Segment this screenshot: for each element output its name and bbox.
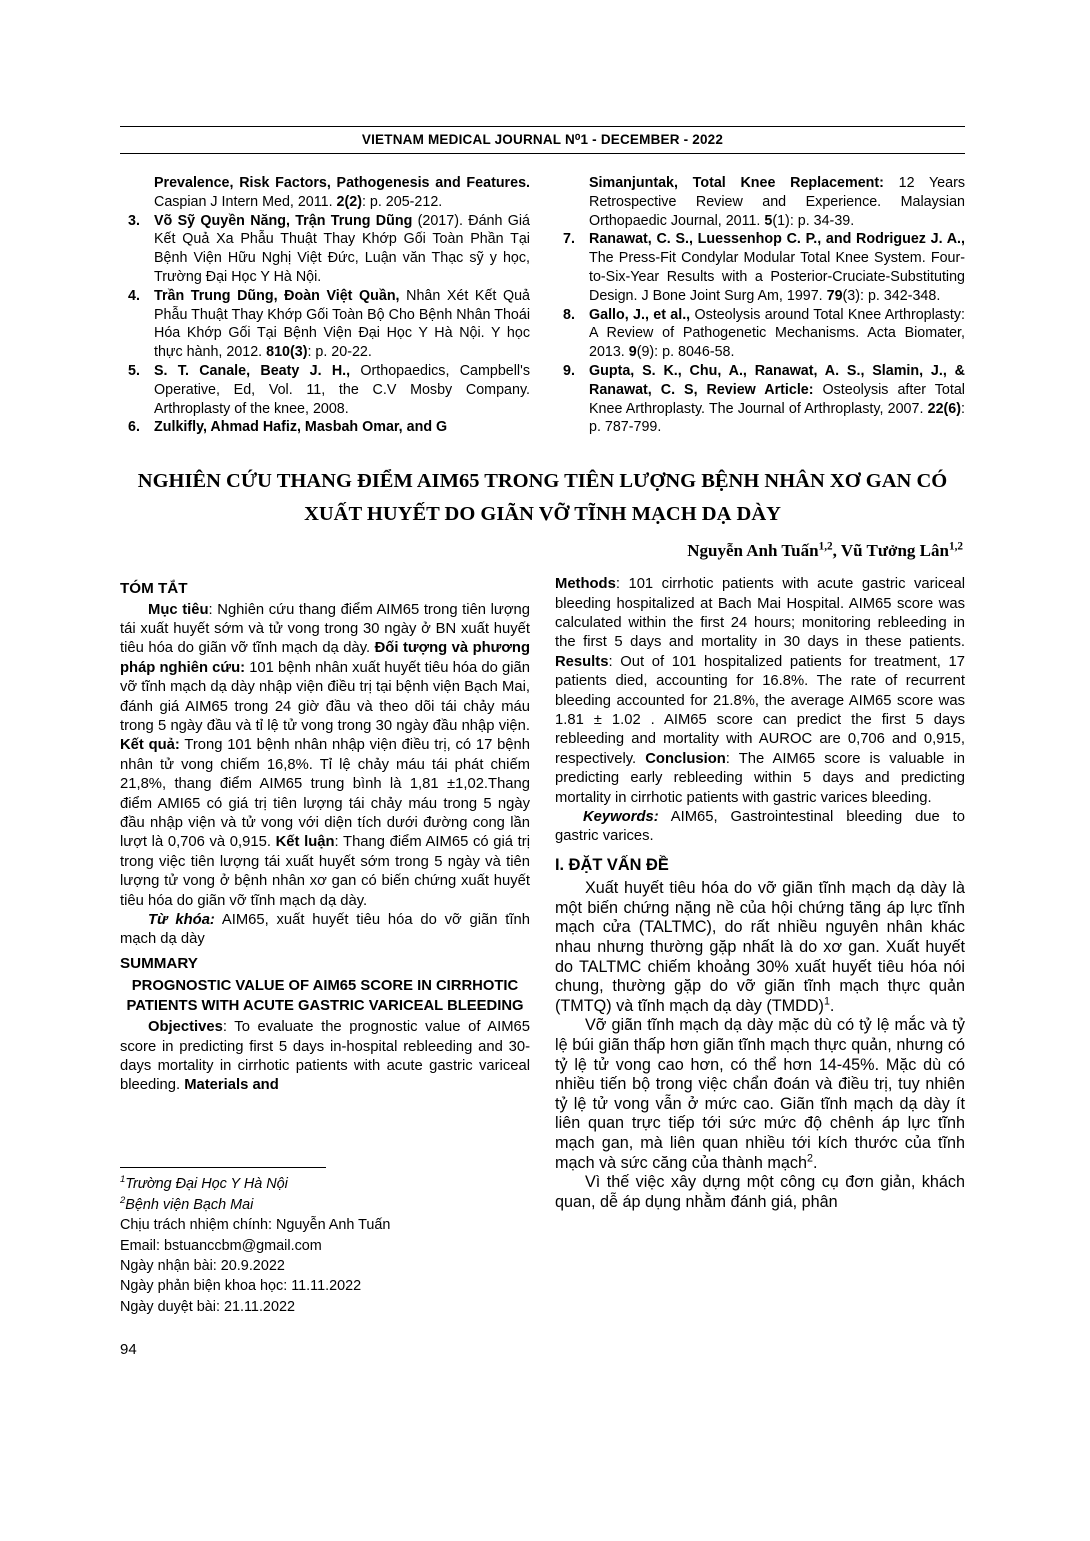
reference-text: Gallo, J., et al., Osteolysis around Total Knee Arthroplasty: A Review of Pathogenetic Mechanisms. Acta Biomater, 2013. 9(9): p. 8046-58. bbox=[589, 306, 965, 361]
reference-number: 6. bbox=[128, 419, 140, 436]
introduction-paragraph-1: Xuất huyết tiêu hóa do vỡ giãn tĩnh mạch dạ dày là một biến chứng nặng nề của hội chứng tăng áp lực tĩnh mạch cửa (TALTMC), do rất nhiều nguyên nhân khác nhau nhưng thường gặp nhất là do xơ gan. Xuất huyết do TALTMC chiếm khoảng 30% xuất huyết tiêu hóa nói chung, thường gặp do vỡ giãn tĩnh mạch thực quản (TMTQ) và tĩnh mạch dạ dày (TMDD)$^1$. bbox=[555, 879, 965, 1015]
page-number: 94 bbox=[120, 1341, 137, 1359]
reference-text: Simanjuntak, Total Knee Replacement: 12 Years Retrospective Review and Experience. Malaysian Orthopaedic Journal, 2011. 5(1): p. 34-39. bbox=[589, 175, 965, 229]
reference-text: Prevalence, Risk Factors, Pathogenesis and Features. Caspian J Intern Med, 2011. 2(2): p. 205-212. bbox=[154, 175, 530, 210]
footnote-affiliation-1: $^1$Trường Đại Học Y Hà Nội bbox=[120, 1174, 288, 1193]
reference-number: 7. bbox=[563, 231, 575, 248]
reference-item bbox=[120, 418, 530, 437]
article-body bbox=[120, 575, 965, 1317]
introduction-paragraph-3: Vì thế việc xây dựng một công cụ đơn giản, khách quan, dễ áp dụng nhằm đánh giá, phân bbox=[555, 1173, 965, 1211]
journal-header-title: VIETNAM MEDICAL JOURNAL N⁰1 - DECEMBER - 2022 bbox=[361, 132, 724, 147]
reference-item bbox=[120, 362, 530, 418]
reference-text: Ranawat, C. S., Luessenhop C. P., and Rodriguez J. A., The Press-Fit Condylar Modular Total Knee System. Four-to-Six-Year Results with a Posterior-Cruciate-Substituting Design. J Bone Joint Surg Am, 1997. 79(3): p. 342-348. bbox=[589, 231, 965, 304]
footnote-block bbox=[120, 1167, 530, 1317]
article-title: NGHIÊN CỨU THANG ĐIỂM AIM65 TRONG TIÊN LƯỢNG BỆNH NHÂN XƠ GAN CÓ XUẤT HUYẾT DO GIÃN VỠ TĨNH MẠCH DẠ DÀY bbox=[137, 470, 948, 526]
summary-title: PROGNOSTIC VALUE OF AIM65 SCORE IN CIRRHOTIC PATIENTS WITH ACUTE GASTRIC VARICEAL BLEEDING bbox=[126, 978, 524, 1014]
journal-header bbox=[120, 126, 965, 154]
references-section bbox=[120, 174, 965, 437]
footnote-received-date: Ngày nhận bài: 20.9.2022 bbox=[120, 1257, 285, 1274]
reference-item bbox=[120, 287, 530, 362]
reference-number: 5. bbox=[128, 362, 140, 379]
right-column bbox=[555, 575, 965, 1317]
reference-item bbox=[555, 174, 965, 230]
article-authors: Nguyễn Anh Tuấn$^{1,2}$, Vũ Tưởng Lân$^{1,2}$ bbox=[687, 540, 963, 561]
reference-item bbox=[120, 174, 530, 212]
reference-number: 4. bbox=[128, 287, 140, 304]
reference-text: Trần Trung Dũng, Đoàn Việt Quần, Nhân Xét Kết Quả Phẫu Thuật Thay Khớp Gối Toàn Bộ Cho Bệnh Nhân Thoái Hóa Khớp Gối Tại Bệnh Viện Đại Học Y Hà Nội. Y học thực hành, 2012. 810(3): p. 20-22. bbox=[154, 287, 530, 361]
abstract-keywords: Từ khóa: AIM65, xuất huyết tiêu hóa do vỡ giãn tĩnh mạch dạ dày bbox=[120, 912, 530, 948]
footnote-divider bbox=[120, 1167, 326, 1168]
footnote-corresponding-author: Chịu trách nhiệm chính: Nguyễn Anh Tuấn bbox=[120, 1217, 391, 1234]
abstract-heading: TÓM TẮT bbox=[120, 580, 188, 598]
reference-number: 9. bbox=[563, 362, 575, 379]
reference-number: 8. bbox=[563, 306, 575, 323]
reference-item bbox=[555, 230, 965, 305]
introduction-section bbox=[555, 847, 965, 1213]
summary-keywords-paragraph: Keywords: AIM65, Gastrointestinal bleeding due to gastric varices. bbox=[555, 809, 965, 845]
references-right-column bbox=[555, 174, 965, 437]
summary-heading: SUMMARY bbox=[120, 954, 198, 972]
left-column bbox=[120, 575, 530, 1317]
reference-text: Zulkifly, Ahmad Hafiz, Masbah Omar, and G bbox=[154, 419, 448, 436]
abstract-paragraph: Mục tiêu: Nghiên cứu thang điểm AIM65 trong tiên lượng tái xuất huyết sớm và tử vong trong 30 ngày ở BN xuất huyết tiêu hóa do giãn vỡ tĩnh mạch dạ dày. Đối tượng và phương pháp nghiên cứu: 101 bệnh nhân xuất huyết tiêu hóa do giãn vỡ tĩnh mạch dạ dày nhập viện điều trị tại bệnh viện Bạch Mai, đánh giá AIM65 trong 24 giờ đầu và theo dõi tái chảy máu trong 5 ngày đầu và tỉ lệ tử vong trong 30 ngày đầu nhập viện. Kết quả: Trong 101 bệnh nhân nhập viện điều trị, có 17 bệnh nhân tử vong chiếm 16,8%. Tỉ lệ chảy máu tái phát chiếm 21,8%, thang điểm AIM65 trung bình là 1,81 ±1,02.Thang điểm AMI65 có giá trị tiên lượng tái chảy máu trong 5 ngày đầu nhập viện và tử vong với diện tích dưới đường cong lần lượt là 0,706 và 0,915. Kết luận: Thang điểm AIM65 có giá trị trong việc tiên lượng tái xuất huyết sớm trong 5 ngày và tiên lượng tử vong ở bệnh nhân xơ gan có biến chứng xuất huyết tiêu hóa do giãn vỡ tĩnh mạch dạ dày. bbox=[120, 601, 530, 909]
introduction-heading: I. ĐẶT VẤN ĐỀ bbox=[555, 855, 669, 874]
summary-objectives-paragraph: Objectives: To evaluate the prognostic value of AIM65 score in predicting first 5 days in-hospital rebleeding and 30-days mortality in cirrhotic patients with acute gastric variceal bleeding. Materials and bbox=[120, 1019, 530, 1094]
footnote-review-date: Ngày phản biện khoa học: 11.11.2022 bbox=[120, 1278, 362, 1295]
reference-item bbox=[120, 212, 530, 287]
summary-methods-paragraph: Methods: 101 cirrhotic patients with acute gastric variceal bleeding hospitalized at Bach Mai Hospital. AIM65 score was calculated within the first 24 hours; monitoring rebleeding in the first 5 days and mortality in 30 days in these patients. Results: Out of 101 hospitalized patients for treatment, 17 patients died, accounting for 16.8%. The rate of recurrent bleeding accounted for 21.8%, the average AIM65 score was 1.81 ± 1.02 . AIM65 score can predict the first 5 days rebleeding and mortality with AUROC are 0,706 and 0,915, respectively. Conclusion: The AIM65 score is valuable in predicting early rebleeding within 5 days and predicting mortality in cirrhotic patients with gastric varices bleeding. bbox=[555, 576, 966, 806]
reference-number: 3. bbox=[128, 212, 140, 229]
introduction-paragraph-2: Vỡ giãn tĩnh mạch dạ dày mặc dù có tỷ lệ mắc và tỷ lệ búi giãn thấp hơn giãn tĩnh mạch thực quản, nhưng có tỷ lệ tử vong cao hơn, có thể hơn 14-45%. Mặc dù có nhiều tiến bộ trong việc chẩn đoán và điều trị, tuy nhiên tỷ lệ tử vong vẫn ở mức cao. Giãn tĩnh mạch dạ dày ít liên quan trực tiếp tới sức mức độ chênh áp lực tĩnh mạch gan, mà liên quan nhiều tới kích thước của tĩnh mạch và sức căng của thành mạch$^2$. bbox=[555, 1016, 965, 1172]
reference-text: Gupta, S. K., Chu, A., Ranawat, A. S., Slamin, J., & Ranawat, C. S, Review Article: Osteolysis after Total Knee Arthroplasty. The Journal of Arthroplasty, 2007. 22(6): p. 787-799. bbox=[589, 362, 965, 436]
reference-text: S. T. Canale, Beaty J. H., Orthopaedics, Campbell's Operative, Ed, Vol. 11, the C.V Mosby Company. Arthroplasty of the knee, 2008. bbox=[154, 362, 530, 417]
footnote-affiliation-2: $^2$Bệnh viện Bạch Mai bbox=[120, 1194, 254, 1213]
reference-item bbox=[555, 362, 965, 437]
footnote-accepted-date: Ngày duyệt bài: 21.11.2022 bbox=[120, 1298, 295, 1315]
reference-item bbox=[555, 306, 965, 362]
footnote-email: Email: bstuanccbm@gmail.com bbox=[120, 1237, 322, 1254]
reference-text: Võ Sỹ Quyền Năng, Trận Trung Dũng (2017). Đánh Giá Kết Quả Xa Phẫu Thuật Thay Khớp Gối Toàn Phần Tại Bệnh Viện Hữu Nghị Việt Đức, Luận văn Thạc sỹ y học, Trường Đại Học Y Hà Nội. bbox=[154, 212, 530, 285]
references-left-column bbox=[120, 174, 530, 437]
